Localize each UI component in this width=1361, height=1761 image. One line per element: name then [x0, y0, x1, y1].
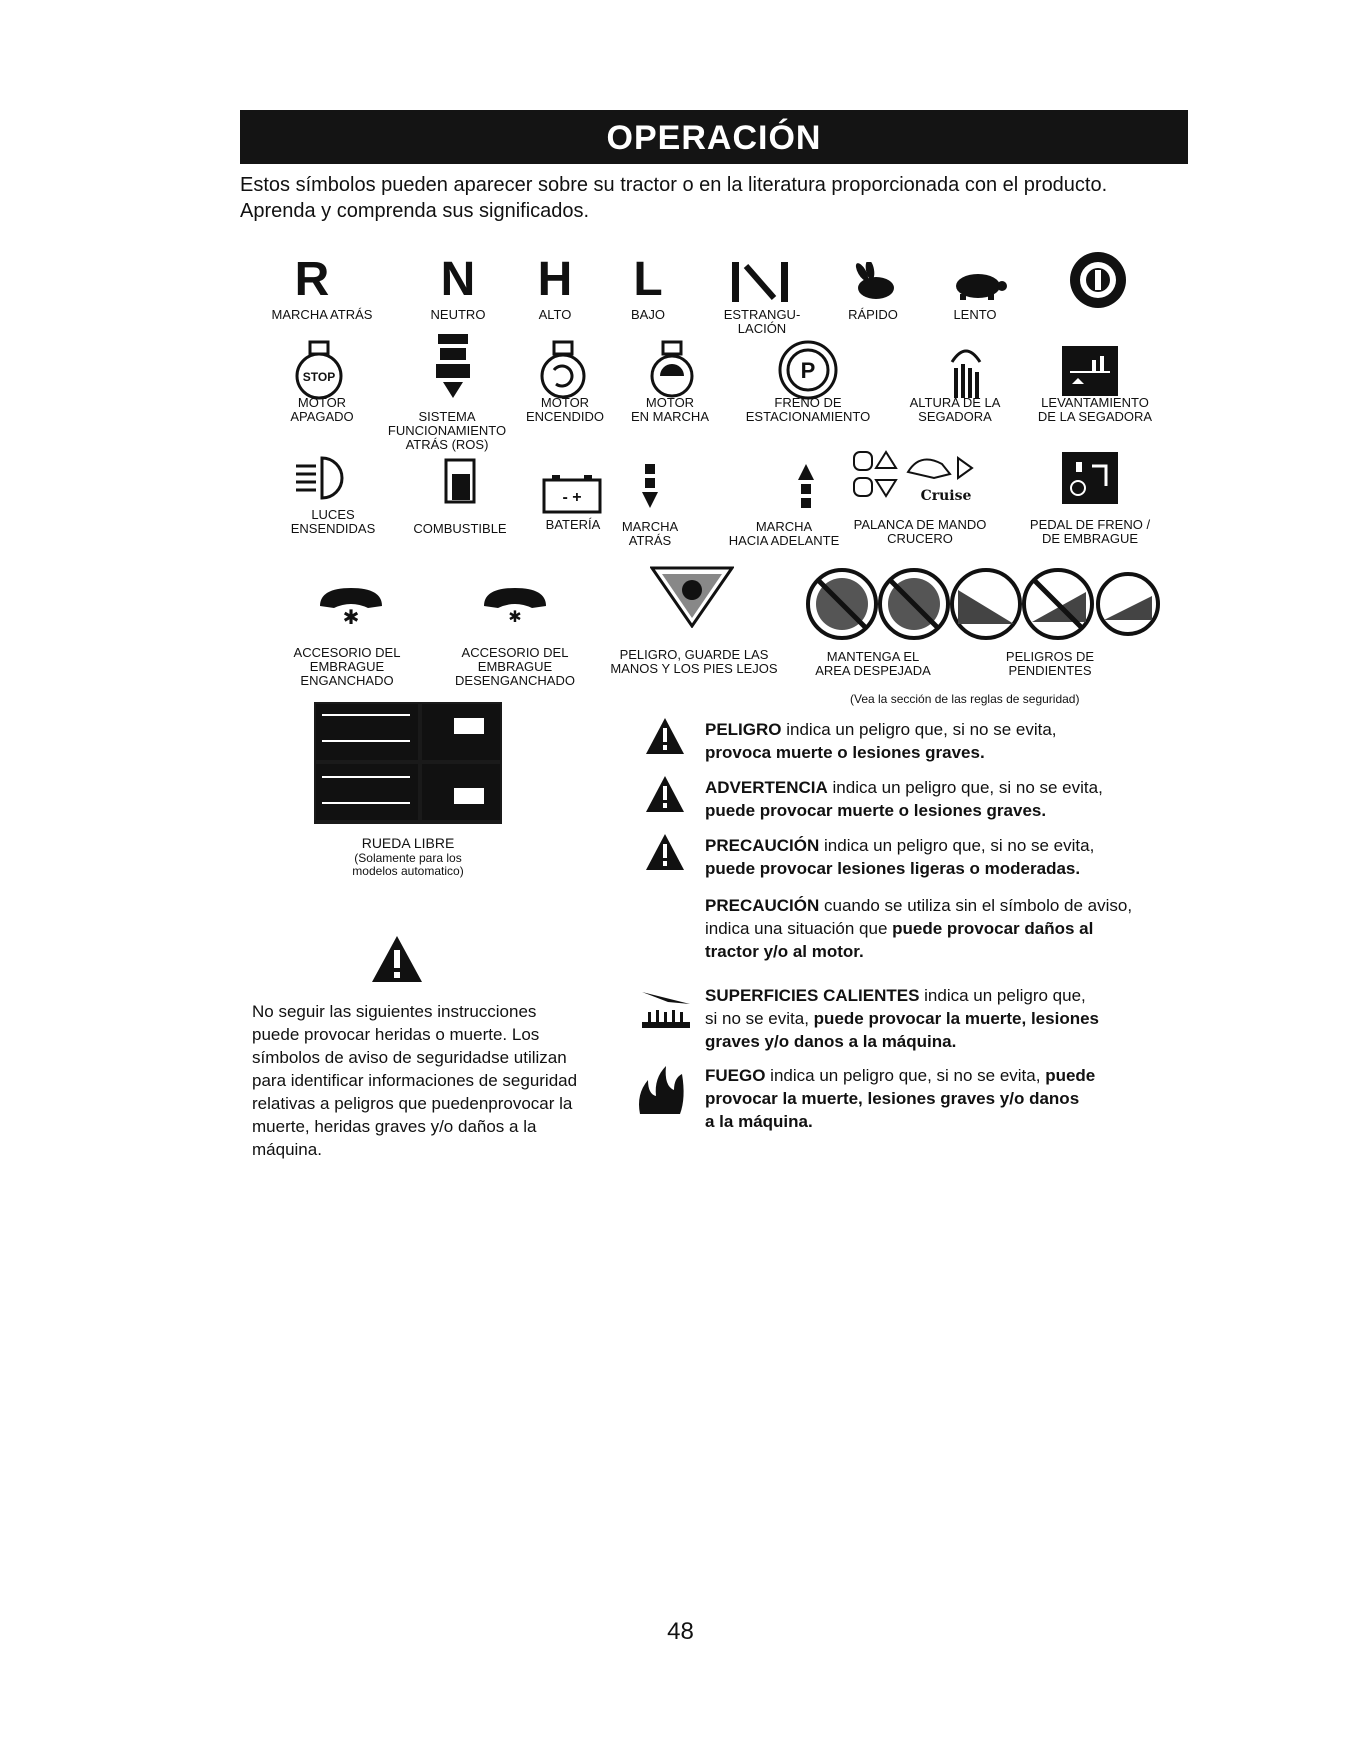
hot-surface-definition: SUPERFICIES CALIENTES indica un peligro que, si no se evita, puede provocar la muerte, lesiones graves y/o danos a la máquina. [705, 986, 1099, 1051]
deck-lift-label: LEVANTAMIENTO DE LA SEGADORA [1037, 395, 1153, 424]
reverse-gear-label: MARCHA ATRÁS [621, 519, 679, 548]
slope-angle-icon [1024, 570, 1092, 638]
intro-paragraph [240, 172, 1200, 224]
pto-engaged-label: ACCESORIO DEL EMBRAGUE ENGANCHADO [293, 645, 401, 688]
rabbit-fast-icon [850, 262, 900, 302]
engine-run-label: MOTOR EN MARCHA [630, 395, 709, 424]
neutral-label: NEUTRO [430, 307, 486, 322]
section-header-banner [240, 110, 1188, 164]
deck-lift-icon [1062, 346, 1118, 396]
freewheel-note: (Solamente para los modelos automatico) [352, 851, 464, 878]
pto-engaged-icon [318, 586, 384, 634]
fuel-icon [440, 456, 480, 506]
reverse-label: MARCHA ATRÁS [271, 307, 373, 322]
neutral-letter-icon: N [440, 253, 476, 306]
fire-definition: FUEGO indica un peligro que, si no se evita, puede provocar la muerte, lesiones graves y/o danos a la máquina. [705, 1066, 1096, 1131]
ros-system-icon [428, 332, 478, 402]
parking-brake-label: FRENO DE ESTACIONAMIENTO [745, 395, 871, 424]
forward-arrow-icon [796, 462, 816, 512]
choke-icon [728, 258, 792, 304]
svg-text:STOP: STOP [302, 370, 336, 384]
pto-disengaged-icon [482, 586, 548, 626]
fast-label: RÁPIDO [848, 307, 898, 322]
svg-text:P: P [800, 358, 816, 383]
freewheel-icon-panel [314, 702, 502, 824]
engine-start-label: MOTOR ENCENDIDO [525, 395, 604, 424]
freewheel-gear-icon [316, 704, 418, 760]
intro-line-2: Aprenda y comprenda sus significados. [240, 200, 590, 222]
reverse-arrow-icon [640, 462, 660, 512]
slopes-label: PELIGROS DE PENDIENTES [1005, 649, 1095, 678]
hand-hazard-icon [650, 566, 734, 628]
cruise-label: PALANCA DE MANDO CRUCERO [853, 517, 987, 546]
slope-tip-icon [952, 570, 1020, 638]
svg-text:Cruise: Cruise [920, 488, 972, 504]
safety-alert-icon [370, 934, 424, 984]
clear-area-label: MANTENGA EL AREA DESPEJADA [815, 649, 931, 678]
headlights-icon [292, 452, 344, 502]
slope-sideways-icon [1098, 574, 1158, 634]
high-label: ALTO [538, 307, 572, 322]
deck-height-icon [948, 340, 984, 400]
engine-off-label: MOTOR APAGADO [290, 395, 354, 424]
no-children-icon [880, 570, 948, 638]
svg-text:✱: ✱ [508, 607, 522, 626]
intro-line-1: Estos símbolos pueden aparecer sobre su tractor o en la literatura proporcionada con el producto. [240, 174, 1108, 196]
choke-label: ESTRANGU- LACIÓN [723, 307, 801, 336]
forward-gear-label: MARCHA HACIA ADELANTE [728, 519, 840, 548]
danger-alert-icon [644, 716, 686, 756]
high-letter-icon: H [537, 253, 573, 306]
low-letter-icon: L [633, 253, 663, 306]
turtle-slow-icon [948, 268, 1008, 300]
brake-clutch-pedal-icon [1062, 452, 1118, 504]
ros-system-label: SISTEMA FUNCIONAMIENTO ATRÁS (ROS) [387, 409, 507, 452]
warning-alert-icon [644, 774, 686, 814]
engine-start-icon [538, 340, 588, 402]
clear-area-slope-icons [804, 566, 1164, 642]
svg-text:- +: - + [562, 489, 582, 506]
battery-icon [540, 474, 604, 516]
warning-definition: ADVERTENCIA indica un peligro que, si no se evita, puede provocar muerte o lesiones graves. [705, 778, 1103, 820]
caution-alert-icon [644, 832, 686, 872]
svg-text:✱: ✱ [342, 605, 360, 629]
freewheel-label: RUEDA LIBRE [361, 835, 455, 851]
lights-label: LUCES ENSENDIDAS [290, 507, 376, 536]
hot-surface-icon [638, 984, 694, 1032]
fuel-label: COMBUSTIBLE [413, 521, 507, 536]
no-bystanders-icon [808, 570, 876, 638]
cruise-control-icon [850, 448, 1010, 508]
engine-run-icon [648, 340, 696, 400]
engine-off-icon [292, 340, 350, 402]
hand-hazard-label: PELIGRO, GUARDE LAS MANOS Y LOS PIES LEJOS [610, 647, 778, 676]
freewheel-push-icon [316, 764, 418, 820]
reverse-letter-icon: R [294, 253, 330, 306]
caution-no-symbol-definition: PRECAUCIÓN cuando se utiliza sin el símbolo de aviso, indica una situación que puede provocar daños al tractor y/o al motor. [705, 896, 1133, 961]
brake-clutch-label: PEDAL DE FRENO / DE EMBRAGUE [1029, 517, 1151, 546]
low-label: BAJO [631, 307, 665, 322]
fire-icon [634, 1064, 688, 1116]
slow-label: LENTO [953, 307, 997, 322]
deck-height-label: ALTURA DE LA SEGADORA [909, 395, 1001, 424]
danger-definition: PELIGRO indica un peligro que, si no se evita, provoca muerte o lesiones graves. [705, 720, 1057, 762]
safety-instructions-paragraph: No seguir las siguientes instrucciones puede provocar heridas o muerte. Los símbolos de aviso de seguridadse utilizan para identificar informaciones de seguridad relativas a peligros que puedenprovocar la muerte, heridas graves y/o daños a la máquina. [252, 1002, 578, 1159]
battery-label: BATERÍA [545, 517, 601, 532]
caution-definition: PRECAUCIÓN indica un peligro que, si no se evita, puede provocar lesiones ligeras o moderadas. [705, 836, 1095, 878]
ignition-key-icon [1068, 250, 1128, 310]
parking-brake-icon [776, 338, 840, 402]
page-title: OPERACIÓN [606, 119, 822, 157]
pto-disengaged-label: ACCESORIO DEL EMBRAGUE DESENGANCHADO [455, 645, 575, 688]
page-number: 48 [667, 1618, 694, 1645]
safety-rules-note: (Vea la sección de las reglas de seguridad) [850, 692, 1080, 706]
